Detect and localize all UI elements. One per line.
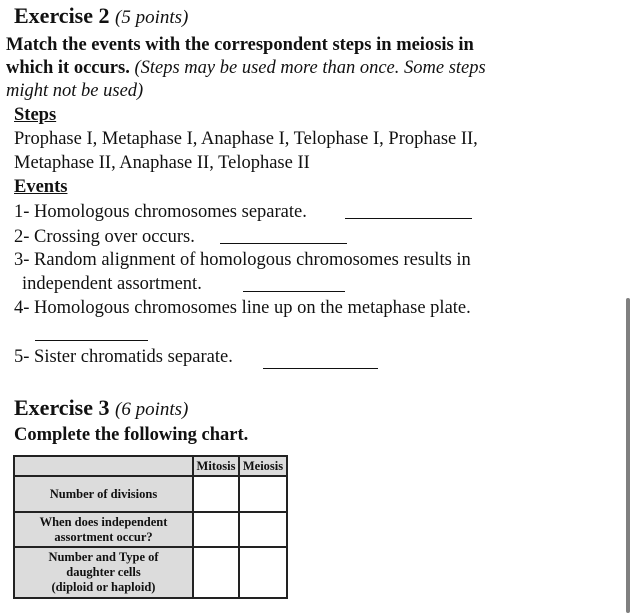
- row-label-text: Number and Type of: [48, 550, 159, 564]
- instruction-line-2: [6, 57, 486, 79]
- steps-heading: Steps: [14, 105, 57, 125]
- meiosis-divisions-cell[interactable]: [239, 476, 287, 512]
- header-mitosis: Mitosis: [193, 456, 239, 476]
- event-3: 3- Random alignment of homologous chromosomes results in: [14, 250, 471, 270]
- row-label-text: When does independent: [39, 514, 168, 529]
- row-label-text: (diploid or haploid): [51, 580, 156, 594]
- event-3-continued: independent assortment.: [22, 274, 202, 294]
- table-row: [14, 476, 287, 512]
- instruction-note-line-3: might not be used): [6, 81, 144, 101]
- exercise-2-title: [14, 3, 188, 31]
- table-row: [14, 547, 287, 598]
- row-label-text: assortment occur?: [54, 529, 153, 544]
- steps-line-1: Prophase I, Metaphase I, Anaphase I, Telophase I, Prophase II,: [14, 129, 478, 149]
- answer-blank-5[interactable]: [263, 368, 378, 369]
- row-label-text: daughter cells: [66, 565, 141, 579]
- exercise-3-points: (6 points): [115, 399, 189, 420]
- answer-blank-4[interactable]: [35, 340, 148, 341]
- exercise-3-instruction: Complete the following chart.: [14, 425, 249, 445]
- row-label-independent-assortment: [14, 512, 193, 547]
- row-label-daughter-cells: [14, 547, 193, 598]
- answer-blank-3[interactable]: [243, 291, 345, 292]
- event-5: 5- Sister chromatids separate.: [14, 347, 233, 367]
- exercise-3-title-text: Exercise 3: [14, 395, 110, 420]
- row-label-text: Number of divisions: [49, 486, 158, 501]
- table-row: [14, 512, 287, 547]
- mitosis-daughter-cells-cell[interactable]: [193, 547, 239, 598]
- steps-line-2: Metaphase II, Anaphase II, Telophase II: [14, 153, 310, 173]
- meiosis-assortment-cell[interactable]: [239, 512, 287, 547]
- exercise-2-points: (5 points): [115, 7, 189, 28]
- event-4: 4- Homologous chromosomes line up on the metaphase plate.: [14, 298, 471, 318]
- answer-blank-2[interactable]: [220, 243, 347, 244]
- mitosis-assortment-cell[interactable]: [193, 512, 239, 547]
- vertical-scrollbar[interactable]: [626, 298, 630, 613]
- instruction-text: which it occurs.: [6, 58, 130, 78]
- comparison-chart: [13, 455, 288, 599]
- exercise-2-title-text: Exercise 2: [14, 3, 110, 28]
- event-1: 1- Homologous chromosomes separate.: [14, 202, 307, 222]
- event-2: 2- Crossing over occurs.: [14, 227, 195, 247]
- mitosis-divisions-cell[interactable]: [193, 476, 239, 512]
- answer-blank-1[interactable]: [345, 218, 472, 219]
- header-empty-cell: [14, 456, 193, 476]
- instruction-line-1: Match the events with the correspondent steps in meiosis in: [6, 35, 474, 55]
- header-meiosis: Meiosis: [239, 456, 287, 476]
- instruction-note: (Steps may be used more than once. Some steps: [134, 58, 486, 78]
- table-header-row: [14, 456, 287, 476]
- row-label-divisions: [14, 476, 193, 512]
- exercise-3-title: [14, 395, 188, 423]
- events-heading: Events: [14, 177, 68, 197]
- meiosis-daughter-cells-cell[interactable]: [239, 547, 287, 598]
